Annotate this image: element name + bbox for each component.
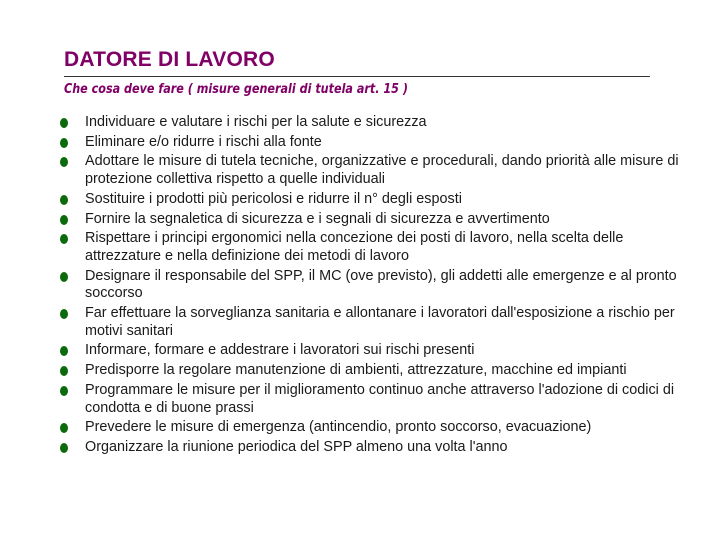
- list-item: [60, 114, 700, 132]
- list-item: [60, 382, 700, 417]
- green-dot-icon: [60, 234, 68, 244]
- list-item: [60, 419, 700, 437]
- list-item: [60, 305, 700, 340]
- list-item-text: Informare, formare e addestrare i lavoratori sui rischi presenti: [85, 342, 475, 359]
- list-item: [60, 211, 700, 229]
- list-item-text: Far effettuare la sorveglianza sanitaria e allontanare i lavoratori dall'esposizione a rischio per motivi sanitari: [85, 305, 675, 339]
- list-item: [60, 268, 700, 303]
- list-item-text: Sostituire i prodotti più pericolosi e ridurre il n° degli esposti: [85, 190, 462, 207]
- green-dot-icon: [60, 443, 68, 453]
- list-item-text: Predisporre la regolare manutenzione di ambienti, attrezzature, macchine ed impianti: [85, 362, 627, 379]
- green-dot-icon: [60, 366, 68, 376]
- bullet-list: [60, 114, 700, 459]
- title-divider: [64, 76, 650, 77]
- green-dot-icon: [60, 215, 68, 225]
- list-item-text: Individuare e valutare i rischi per la salute e sicurezza: [85, 114, 427, 130]
- green-dot-icon: [60, 309, 68, 319]
- list-item-text: Eliminare e/o ridurre i rischi alla fonte: [85, 133, 322, 150]
- list-item-text: Adottare le misure di tutela tecniche, organizzative e procedurali, dando priorità alle misure di protezione collettiva rispetto a quelle individuali: [85, 153, 679, 188]
- list-item: [60, 362, 700, 380]
- green-dot-icon: [60, 423, 68, 433]
- green-dot-icon: [60, 386, 68, 396]
- list-item-text: Prevedere le misure di emergenza (antincendio, pronto soccorso, evacuazione): [85, 419, 592, 436]
- list-item: [60, 134, 700, 152]
- list-item-text: Fornire la segnaletica di sicurezza e i segnali di sicurezza e avvertimento: [85, 210, 550, 227]
- list-item-text: Programmare le misure per il miglioramento continuo anche attraverso l'adozione di codici di condotta e di buone prassi: [85, 381, 675, 416]
- list-item: [60, 191, 700, 209]
- green-dot-icon: [60, 195, 68, 205]
- list-item: [60, 439, 700, 457]
- green-dot-icon: [60, 346, 68, 356]
- slide-title: DATORE DI LAVORO: [64, 48, 275, 71]
- green-dot-icon: [60, 272, 68, 282]
- list-item: [60, 342, 700, 360]
- green-dot-icon: [60, 157, 68, 167]
- list-item-text: Organizzare la riunione periodica del SPP almeno una volta l'anno: [85, 438, 508, 455]
- list-item-text: Rispettare i principi ergonomici nella concezione dei posti di lavoro, nella scelta delle attrezzature e nella definizione dei metodi di lavoro: [85, 230, 624, 264]
- list-item-text: Designare il responsabile del SPP, il MC (ove previsto), gli addetti alle emergenze e al pronto soccorso: [85, 267, 677, 302]
- green-dot-icon: [60, 138, 68, 148]
- green-dot-icon: [60, 118, 68, 128]
- list-item: [60, 230, 700, 265]
- slide-subtitle: Che cosa deve fare ( misure generali di tutela art. 15 ): [64, 82, 408, 97]
- list-item: [60, 153, 700, 188]
